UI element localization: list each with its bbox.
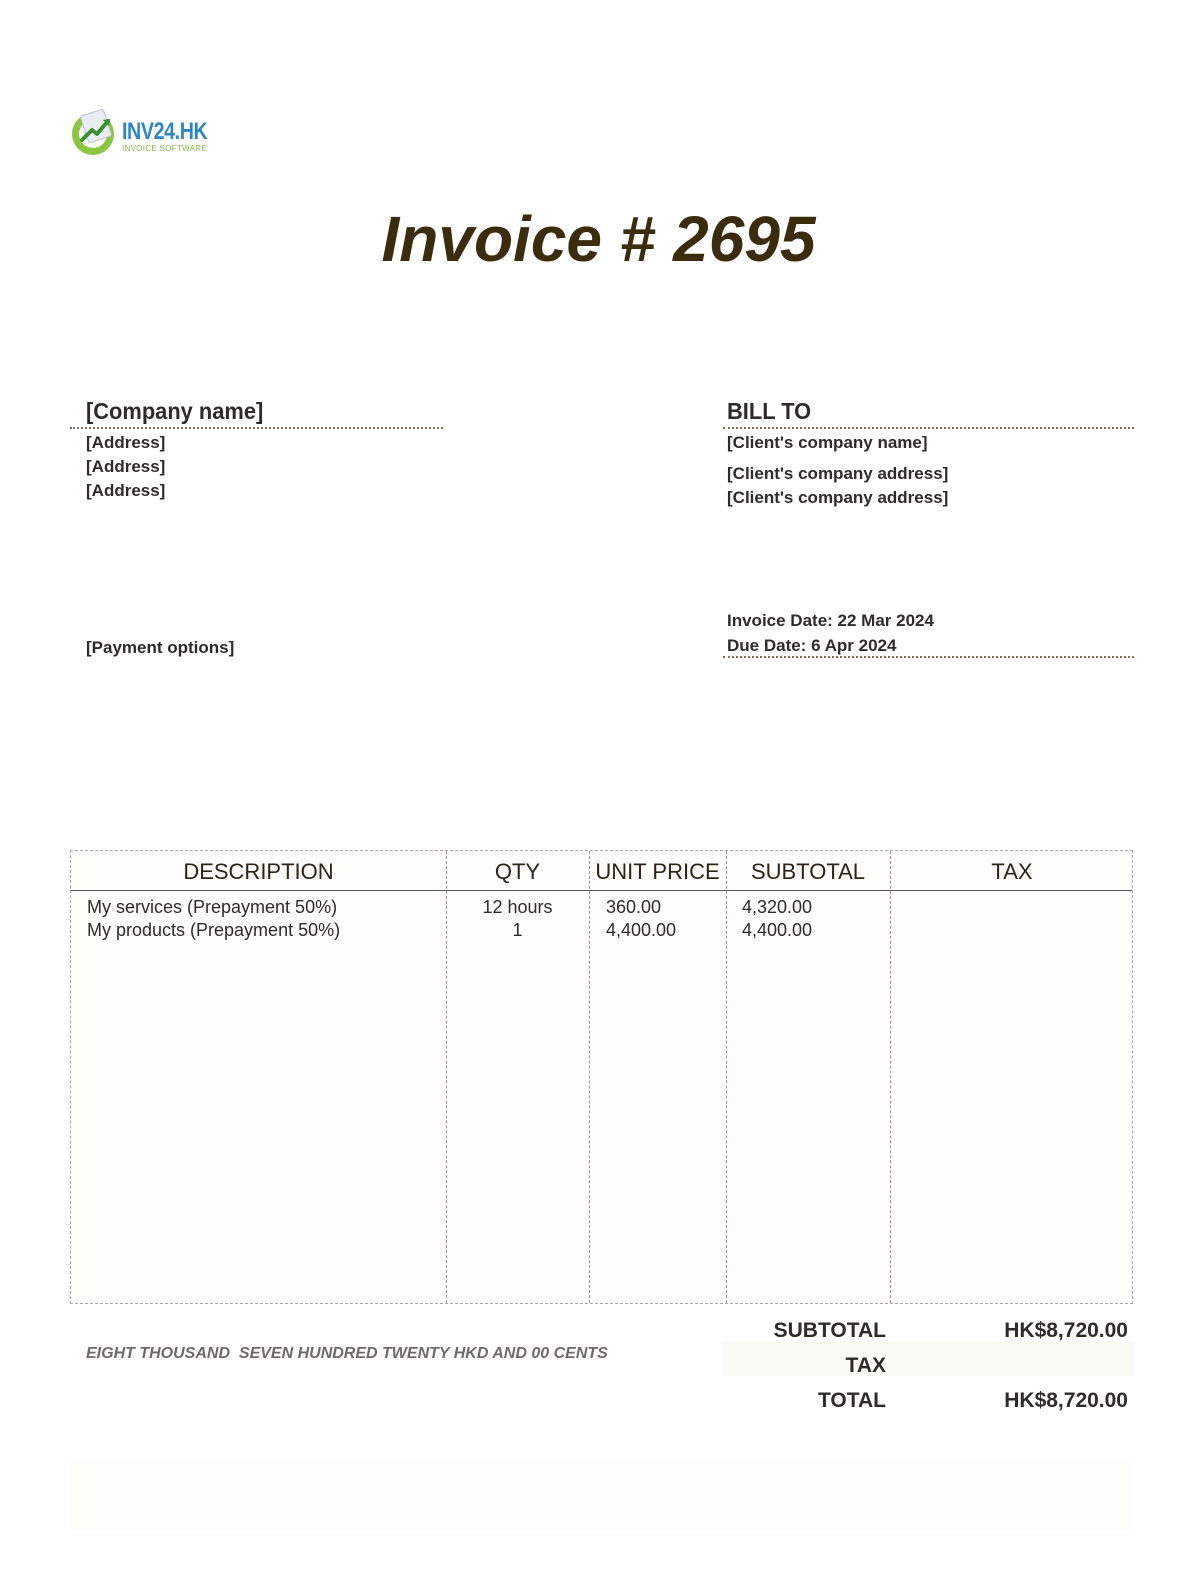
items-table: [70, 850, 1133, 1304]
tax-label: TAX: [845, 1354, 886, 1377]
company-address-line: [Address]: [86, 433, 166, 452]
company-divider: [70, 427, 443, 429]
header-qty: QTY: [494, 859, 541, 884]
row-description: My products (Prepayment 50%): [87, 920, 341, 940]
row-qty: 12 hours: [482, 897, 553, 917]
logo: [70, 108, 220, 158]
header-tax: TAX: [991, 859, 1033, 884]
row-unit-price: 360.00: [606, 897, 662, 917]
total-value: HK$8,720.00: [1004, 1389, 1128, 1412]
column-separator: [726, 851, 727, 1303]
subtotal-value: HK$8,720.00: [1004, 1319, 1128, 1342]
amount-in-words: EIGHT THOUSAND SEVEN HUNDRED TWENTY HKD AND 00 CENTS: [86, 1345, 608, 1362]
total-label: TOTAL: [817, 1389, 886, 1412]
column-separator: [890, 851, 891, 1303]
dates-divider: [723, 656, 1134, 658]
header-subtotal: SUBTOTAL: [750, 859, 866, 884]
header-description: DESCRIPTION: [183, 859, 334, 884]
bill-to-heading: BILL TO: [727, 398, 812, 424]
client-address-line: [Client's company address]: [727, 464, 949, 483]
due-date: Due Date: 6 Apr 2024: [727, 636, 897, 655]
row-subtotal: 4,400.00: [742, 920, 813, 940]
row-qty: 1: [512, 920, 523, 940]
column-separator: [589, 851, 590, 1303]
invoice-date: Invoice Date: 22 Mar 2024: [727, 611, 934, 630]
payment-options: [Payment options]: [86, 638, 235, 657]
footer-area: [70, 1460, 1133, 1530]
row-description: My services (Prepayment 50%): [87, 897, 338, 917]
subtotal-label: SUBTOTAL: [773, 1319, 886, 1342]
logo-tagline: INVOICE SOFTWARE: [122, 144, 207, 153]
header-underline: [71, 890, 1132, 891]
row-subtotal: 4,320.00: [742, 897, 813, 917]
bill-to-divider: [723, 427, 1134, 429]
company-name: [Company name]: [86, 398, 264, 424]
company-address-line: [Address]: [86, 457, 166, 476]
logo-icon: [70, 108, 120, 158]
client-address-line: [Client's company address]: [727, 488, 949, 507]
invoice-title: Invoice # 2695: [381, 203, 816, 275]
header-unit-price: UNIT PRICE: [595, 859, 720, 884]
logo-brand: INV24.HK: [122, 118, 208, 145]
column-separator: [446, 851, 447, 1303]
client-company-name: [Client's company name]: [727, 433, 928, 452]
row-unit-price: 4,400.00: [606, 920, 677, 940]
company-address-line: [Address]: [86, 481, 166, 500]
